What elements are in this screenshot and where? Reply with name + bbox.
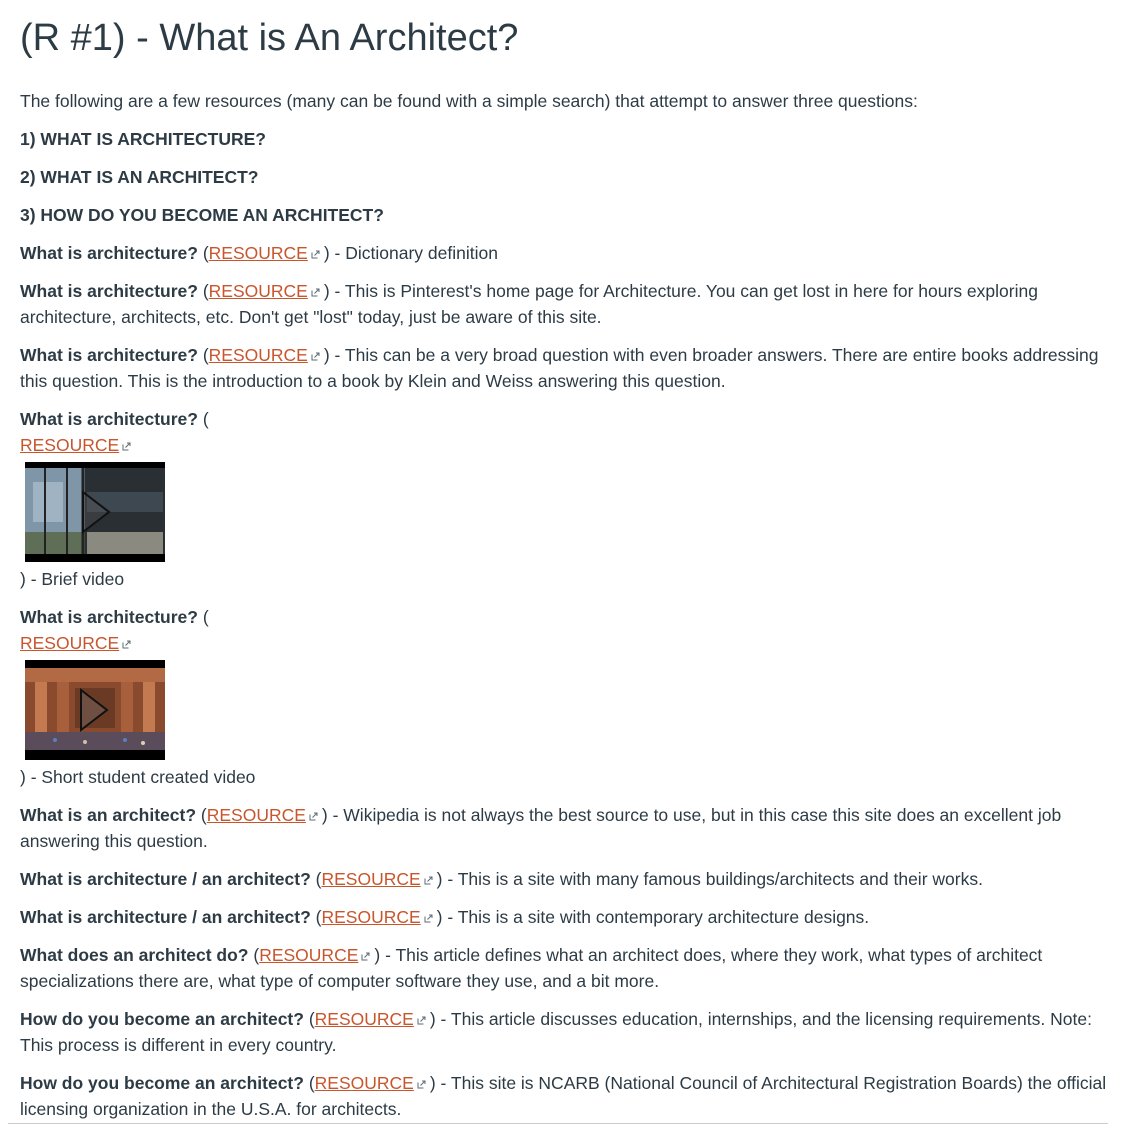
resource-link-line	[20, 630, 1110, 656]
resource-link[interactable]: RESOURCE	[208, 243, 308, 263]
resource-item	[20, 278, 1110, 330]
resource-question: How do you become an architect?	[20, 1009, 304, 1029]
resource-question: What is architecture / an architect?	[20, 907, 311, 927]
bottom-divider	[8, 1123, 1108, 1124]
resource-description: ) - Dictionary definition	[323, 243, 498, 263]
resource-link[interactable]: RESOURCE	[208, 281, 308, 301]
resource-question: What is architecture?	[20, 409, 198, 429]
external-link-icon	[417, 1016, 426, 1025]
resource-description: ) - This is Pinterest's home page for Architecture. You can get lost in here for hours exploring architecture, architects, etc. Don't get "lost" today, just be aware of this site.	[20, 281, 1038, 327]
resource-item	[20, 942, 1110, 994]
external-link-icon	[424, 876, 433, 885]
resource-question: How do you become an architect?	[20, 1073, 304, 1093]
resource-question: What does an architect do?	[20, 945, 249, 965]
open-paren: (	[248, 945, 260, 965]
resource-question: What is architecture?	[20, 243, 198, 263]
resource-item	[20, 342, 1110, 394]
external-link-icon	[311, 352, 320, 361]
page-title: (R #1) - What is An Architect?	[20, 17, 519, 59]
page-content	[20, 0, 1110, 1122]
resource-link[interactable]: RESOURCE	[20, 435, 120, 455]
resource-link[interactable]: RESOURCE	[206, 805, 306, 825]
resource-link[interactable]: RESOURCE	[208, 345, 308, 365]
open-paren: (	[196, 805, 207, 825]
resource-item	[20, 802, 1110, 854]
resource-link-line	[20, 432, 1110, 458]
resource-item-video	[20, 604, 1110, 790]
resource-link[interactable]: RESOURCE	[314, 1073, 414, 1093]
open-paren: (	[310, 869, 322, 889]
external-link-icon	[311, 288, 320, 297]
resource-description: ) - This can be a very broad question with even broader answers. There are entire books addressing this question. This is the introduction to a book by Klein and Weiss answering this question.	[20, 345, 1099, 391]
question-1: 1) WHAT IS ARCHITECTURE?	[20, 129, 266, 149]
open-paren: (	[197, 409, 209, 429]
resource-description: ) - This is a site with contemporary architecture designs.	[436, 907, 870, 927]
video-thumbnail[interactable]	[25, 462, 165, 562]
resource-description: ) - This site is NCARB (National Council of Architectural Registration Boards) the official licensing organization in the U.S.A. for architects.	[20, 1073, 1107, 1119]
resource-item	[20, 904, 1110, 930]
open-paren: (	[197, 607, 209, 627]
resource-description: ) - Wikipedia is not always the best source to use, but in this case this site does an excellent job answering this question.	[20, 805, 1062, 851]
resource-item-line	[20, 604, 1110, 630]
open-paren: (	[303, 1073, 315, 1093]
intro-text: The following are a few resources (many can be found with a simple search) that attempt to answer three questions:	[20, 91, 918, 111]
open-paren: (	[197, 281, 209, 301]
resource-description: ) - Brief video	[20, 569, 125, 589]
open-paren: (	[197, 345, 209, 365]
external-link-icon	[417, 1080, 426, 1089]
resource-question: What is architecture?	[20, 345, 198, 365]
resource-item-line	[20, 406, 1110, 432]
open-paren: (	[197, 243, 209, 263]
external-link-icon	[122, 442, 131, 451]
resource-description: ) - This is a site with many famous buildings/architects and their works.	[436, 869, 983, 889]
external-link-icon	[309, 812, 318, 821]
resource-link[interactable]: RESOURCE	[314, 1009, 414, 1029]
external-link-icon	[424, 914, 433, 923]
external-link-icon	[311, 250, 320, 259]
open-paren: (	[310, 907, 322, 927]
resource-description: ) - This article defines what an architect does, where they work, what types of architect specializations there are, what type of computer software they use, and a bit more.	[20, 945, 1043, 991]
question-2: 2) WHAT IS AN ARCHITECT?	[20, 167, 259, 187]
resource-description: ) - Short student created video	[20, 767, 256, 787]
resource-item	[20, 1070, 1110, 1122]
resource-link[interactable]: RESOURCE	[259, 945, 359, 965]
open-paren: (	[303, 1009, 315, 1029]
external-link-icon	[361, 952, 370, 961]
resource-description: ) - This article discusses education, internships, and the licensing requirements. Note: This process is different in every country.	[20, 1009, 1092, 1055]
resource-item	[20, 866, 1110, 892]
video-thumbnail[interactable]	[25, 660, 165, 760]
resource-question: What is architecture / an architect?	[20, 869, 311, 889]
resource-item-video	[20, 406, 1110, 592]
resource-item	[20, 1006, 1110, 1058]
question-3: 3) HOW DO YOU BECOME AN ARCHITECT?	[20, 205, 384, 225]
resource-question: What is architecture?	[20, 607, 198, 627]
resource-link[interactable]: RESOURCE	[321, 907, 421, 927]
external-link-icon	[122, 640, 131, 649]
resource-question: What is an architect?	[20, 805, 197, 825]
resource-link[interactable]: RESOURCE	[20, 633, 120, 653]
resource-item	[20, 240, 1110, 266]
resource-question: What is architecture?	[20, 281, 198, 301]
resource-link[interactable]: RESOURCE	[321, 869, 421, 889]
